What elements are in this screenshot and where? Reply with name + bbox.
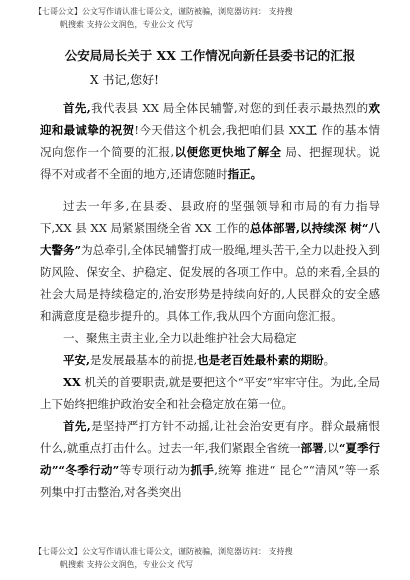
text-run: 作的基本情况向您作一个简要的汇报,	[40, 123, 381, 159]
paragraph-duty	[40, 371, 380, 415]
bold-phrase: “夏季行动”“冬季行动”	[40, 441, 380, 477]
text-run: 过去一年多,在县委、县政府的坚强领导和市局的有力指导下,XX 县 XX 局紧紧围绕全省 XX 工作的	[40, 199, 380, 235]
salutation: X 书记,您好!	[90, 73, 159, 87]
promo-banner-bottom	[34, 545, 384, 571]
bold-phrase: 首先,	[63, 419, 91, 433]
bold-phrase: 部署	[300, 441, 324, 455]
promo-banner-top-line2: 帆搜索 支持公文润色，专业公文 代写	[60, 20, 194, 29]
bold-phrase: 以便您更快地了解全	[174, 145, 282, 159]
document-title: 公安局局长关于 XX 工作情况向新任县委书记的汇报	[64, 48, 356, 63]
text-run: 局、把握现状。说得不对或者不全面的地方,还请您随时	[40, 145, 381, 181]
bold-phrase: 平安,	[63, 353, 91, 367]
text-run: 为总牵引,全体民辅警打成一股绳,埋头苦干,全力以赴投入到防风险、保安全、护稳定、促发展的各项工作中。总的来看,全县的社会大局是持续稳定的,治安形势是持续向好的,人民群众的安全感和满意度是稳步提升的。具体工作,我从四个方面向您汇报。	[40, 243, 380, 323]
bold-phrase: 总体部署,以持续深 树“八大警务”	[40, 221, 380, 257]
paragraph-opening	[40, 97, 380, 185]
bold-phrase: 首先,	[63, 101, 91, 115]
bold-phrase: 欢迎和最诚挚的祝贺	[40, 101, 380, 137]
bold-phrase: 也是老百姓最朴素的期盼	[197, 353, 324, 367]
text-run: 我代表县 XX 局全体民辅警,对您的到任表示最热烈的	[90, 101, 369, 115]
bold-phrase: 抓手	[190, 463, 215, 477]
section-heading-1: 一、聚焦主责主业,全力以赴维护社会大局稳定	[63, 331, 297, 345]
bold-phrase: 指正。	[227, 167, 263, 181]
text-run: ,统筹 推进“ 昆仑”“清风”等一系列集中打击整治,对各类突出	[40, 463, 381, 499]
text-run: 等专项行动为	[119, 463, 191, 477]
text-run: !今天借这个机会,我把咱们县 XX	[134, 123, 306, 137]
paragraph-peace	[40, 349, 380, 371]
bold-phrase: 工	[305, 123, 318, 137]
paragraph-overview	[40, 195, 380, 327]
text-run: 。	[323, 353, 336, 367]
text-run: 机关的首要职责,就是要把这个“平安”牢牢守住。为此,全局上下始终把维护政治安全和社会稳定放在第一位。	[40, 375, 380, 411]
promo-banner-top-line1: 【七哥公文】公文写作请认准七哥公文，谨防被骗，浏览器访问： 支持搜	[34, 7, 293, 16]
text-run: 是发展最基本的前提,	[90, 353, 198, 367]
paragraph-strike	[40, 415, 380, 503]
text-run: ,以	[323, 441, 339, 455]
bold-phrase: XX	[63, 375, 81, 389]
promo-banner-bottom-line1: 【七哥公文】公文写作请认准七哥公文，谨防被骗，浏览器访问： 支持搜	[34, 547, 293, 556]
document-body	[40, 47, 380, 503]
text-run: 是坚持严打方针不动摇,让社会治安更有序。群众最痛恨什么,就重点打击什么。过去一年,我们紧跟全省统一	[40, 419, 380, 455]
promo-banner-top	[34, 5, 384, 31]
promo-banner-bottom-line2: 帆搜索 支持公文润色，专业公文 代写	[60, 560, 194, 569]
